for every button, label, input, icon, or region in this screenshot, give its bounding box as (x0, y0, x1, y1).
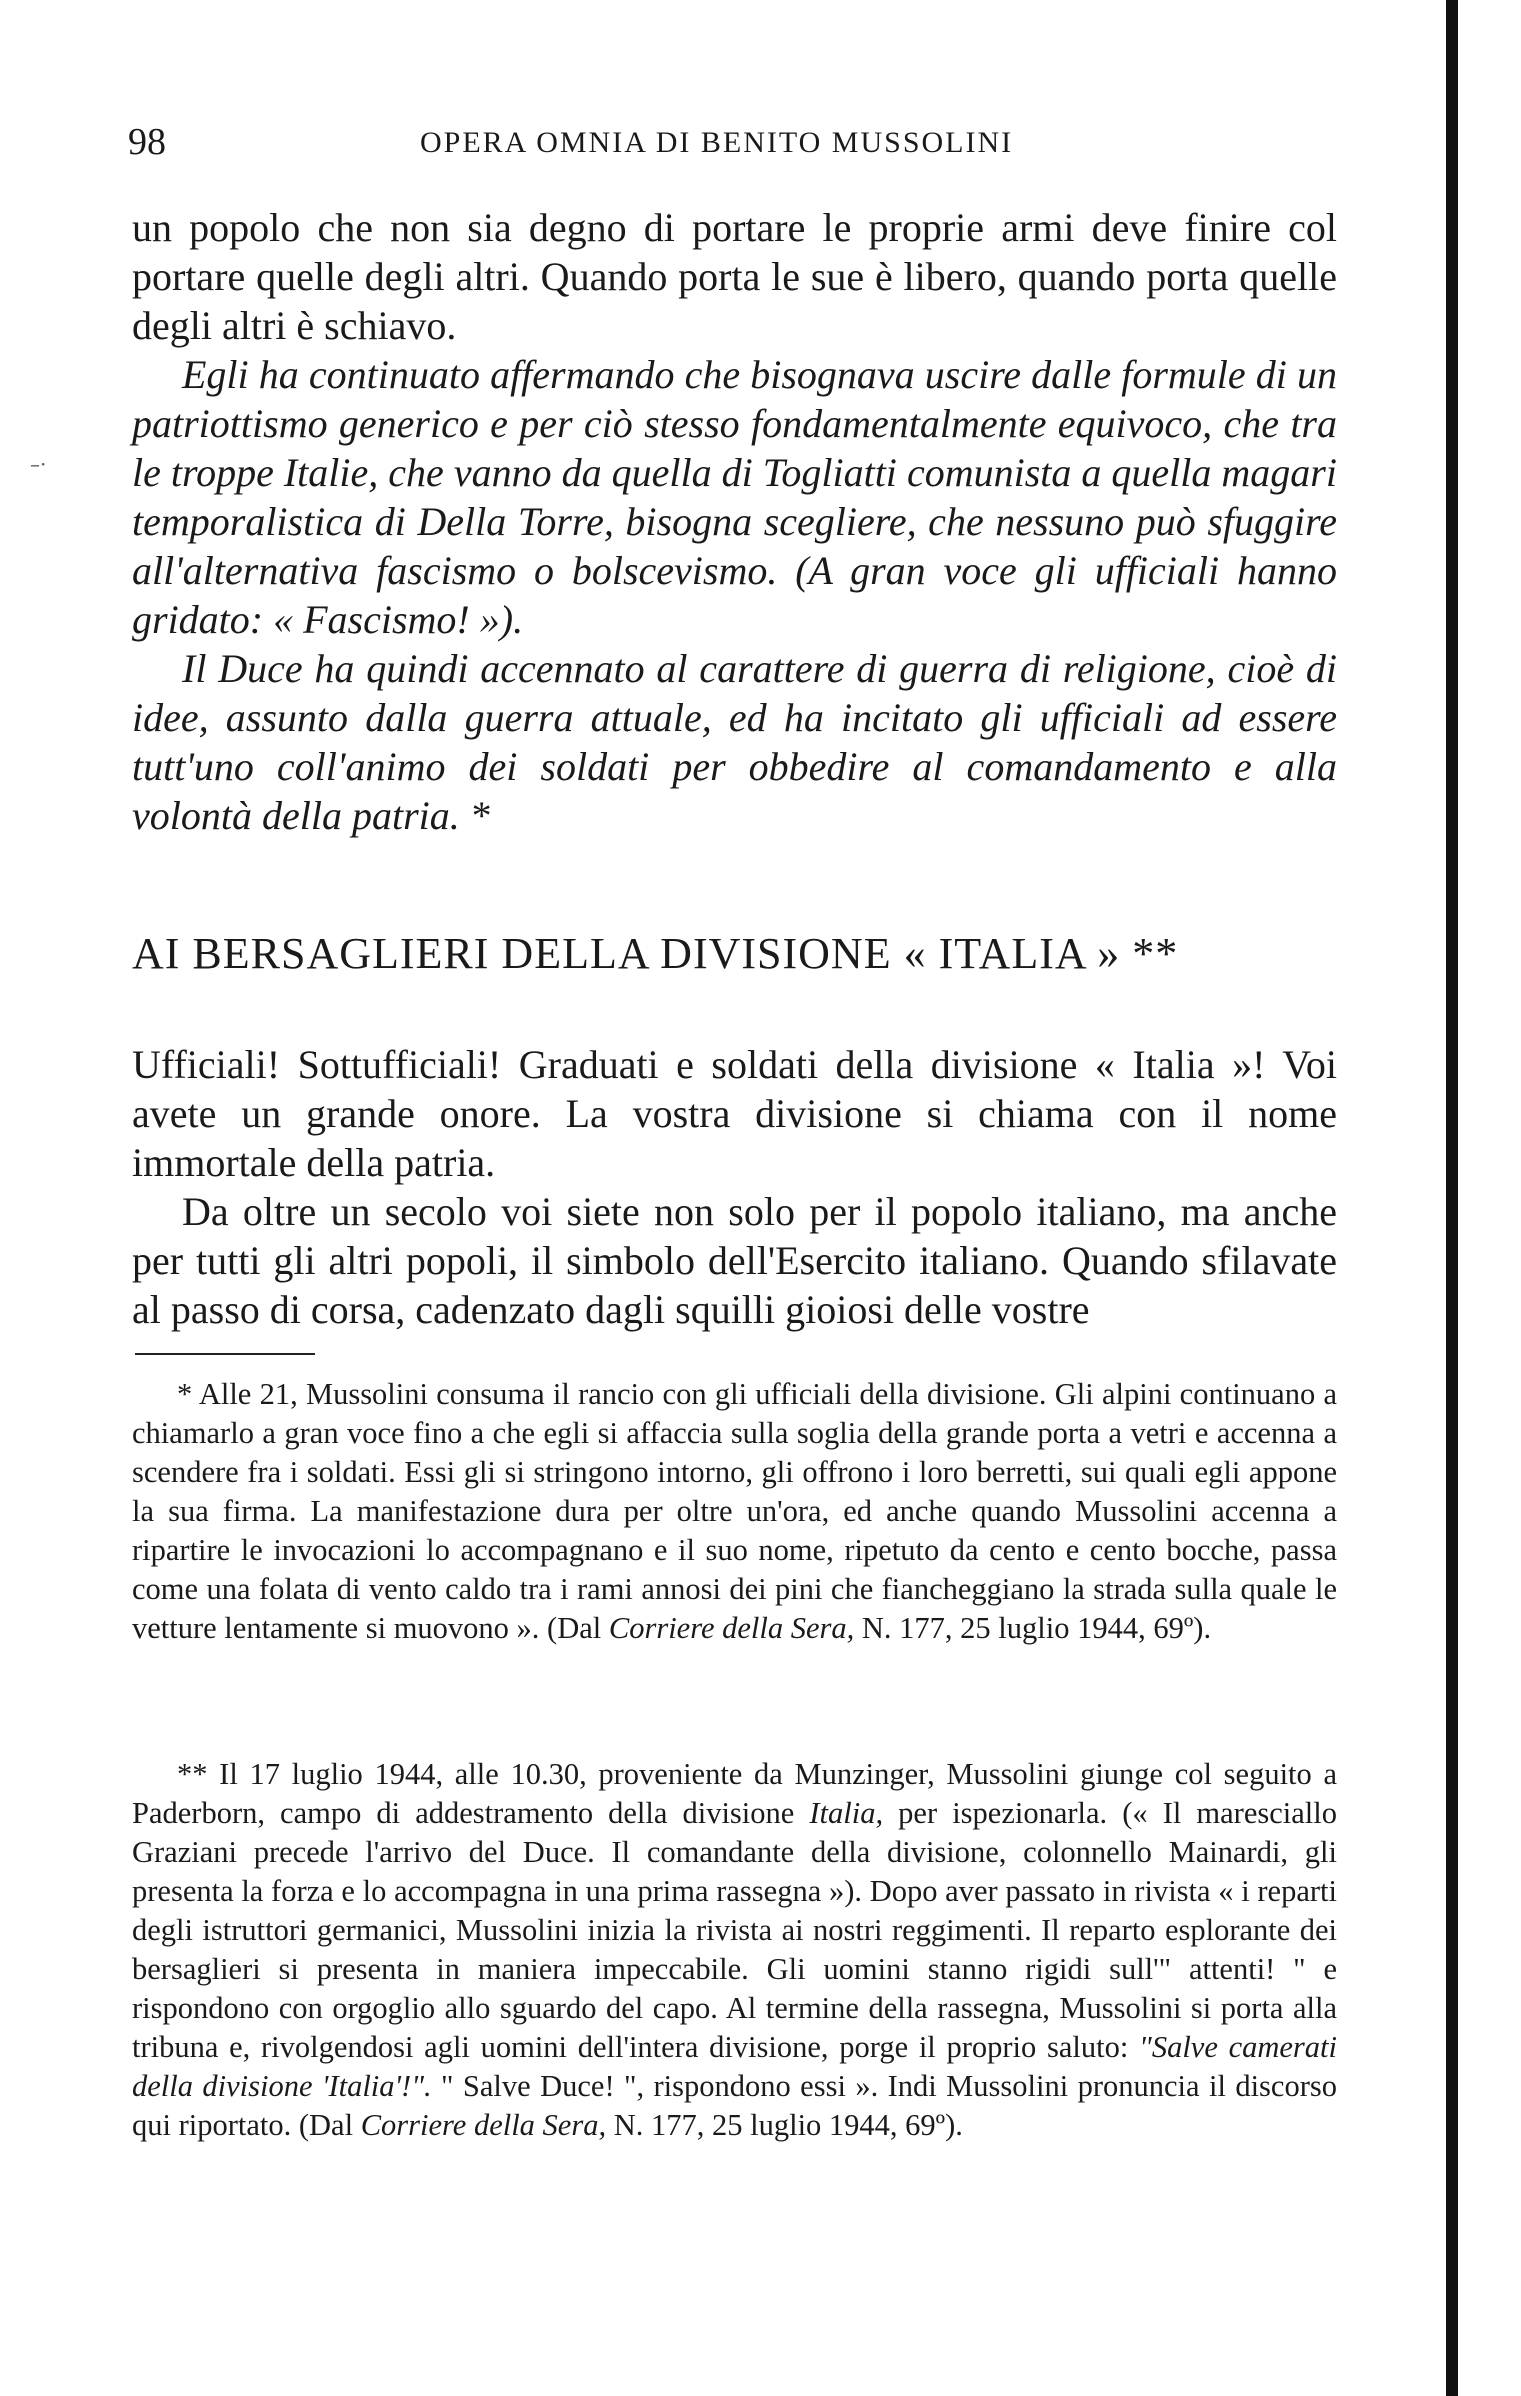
footnote-2-text-c: " Salve Duce! ", rispondono essi ». Indi Mussolini pronuncia il discorso qui riportato. (Dal (132, 2069, 1337, 2142)
running-head: OPERA OMNIA DI BENITO MUSSOLINI (420, 126, 1014, 159)
speech-paragraph-1: Ufficiali! Sottufficiali! Graduati e soldati della divisione « Italia »! Voi avete un grande onore. La vostra divisione si chiama con il nome immortale della patria. (132, 1042, 1337, 1185)
footnote-2-division-name: Italia, (809, 1796, 884, 1830)
footnote-2-source: Corriere della Sera, (360, 2108, 607, 2142)
page-edge-rule (1446, 0, 1458, 2396)
section-title: AI BERSAGLIERI DELLA DIVISIONE « ITALIA » ** (132, 929, 1179, 978)
margin-mark: –· (30, 452, 47, 476)
speech-paragraph-2: Da oltre un secolo voi siete non solo per il popolo italiano, ma anche per tutti gli altri popoli, il simbolo dell'Esercito italiano. Quando sfilavate al passo di corsa, cadenzato dagli squilli gioiosi delle vostre (132, 1189, 1337, 1332)
footnote-2-text-b: per ispezionarla. (« Il maresciallo Graziani precede l'arrivo del Duce. Il comandante della divisione, colonnello Mainardi, gli presenta la forza e lo accompagna in una prima rassegna »). Dopo aver passato in rivista « i reparti degli istruttori germanici, Mussolini inizia la rivista ai nostri reggimenti. Il reparto esplorante dei bersaglieri si presenta in maniera impeccabile. Gli uomini stanno rigidi sull'" attenti! " e rispondono con orgoglio allo sguardo del capo. Al termine della rassegna, Mussolini si porta alla tribuna e, rivolgendosi agli uomini dell'intera divisione, porge il proprio saluto: (132, 1796, 1337, 2064)
footnote-2-salute: "Salve camerati della divisione 'Italia'!". (132, 2030, 1337, 2103)
footnote-1 (132, 1375, 1337, 1648)
footnote-2 (132, 1755, 1337, 2145)
footnote-2-end: N. 177, 25 luglio 1944, 69º). (606, 2108, 963, 2142)
preceding-paragraph-1: un popolo che non sia degno di portare le proprie armi deve finire col portare quelle degli altri. Quando porta le sue è libero, quando porta quelle degli altri è schiavo. (132, 205, 1337, 348)
footnote-1-end: N. 177, 25 luglio 1944, 69º). (854, 1611, 1212, 1645)
page-header (128, 120, 1328, 170)
footnote-1-text: * Alle 21, Mussolini consuma il rancio con gli ufficiali della divisione. Gli alpini continuano a chiamarlo a gran voce fino a che egli si affaccia sulla soglia della grande porta a vetri e accenna a scendere fra i soldati. Essi gli si stringono intorno, gli offrono i loro berretti, sui quali egli appone la sua firma. La manifestazione dura per oltre un'ora, ed anche quando Mussolini accenna a ripartire le invocazioni lo accompagnano e il suo nome, ripetuto da cento e cento bocche, passa come una folata di vento caldo tra i rami annosi dei pini che fiancheggiano la strada sulla quale le vetture lentamente si muovono ». (Dal (132, 1377, 1337, 1645)
page-number: 98 (128, 121, 166, 163)
footnote-separator (135, 1353, 315, 1355)
preceding-paragraph-3: Il Duce ha quindi accennato al carattere di guerra di religione, cioè di idee, assunto dalla guerra attuale, ed ha incitato gli ufficiali ad essere tutt'uno coll'animo dei soldati per obbedire al comandamento e alla volontà della patria. * (132, 646, 1337, 838)
footnote-2-text-a: ** Il 17 luglio 1944, alle 10.30, proveniente da Munzinger, Mussolini giunge col seguito a Paderborn, campo di addestramento della divisione (132, 1757, 1337, 1830)
footnote-1-source: Corriere della Sera, (608, 1611, 855, 1645)
preceding-paragraph-2: Egli ha continuato affermando che bisognava uscire dalle formule di un patriottismo generico e per ciò stesso fondamentalmente equivoco, che tra le troppe Italie, che vanno da quella di Togliatti comunista a quella magari temporalistica di Della Torre, bisogna scegliere, che nessuno può sfuggire all'alternativa fascismo o bolscevismo. (A gran voce gli ufficiali hanno gridato: « Fascismo! »). (132, 352, 1337, 642)
